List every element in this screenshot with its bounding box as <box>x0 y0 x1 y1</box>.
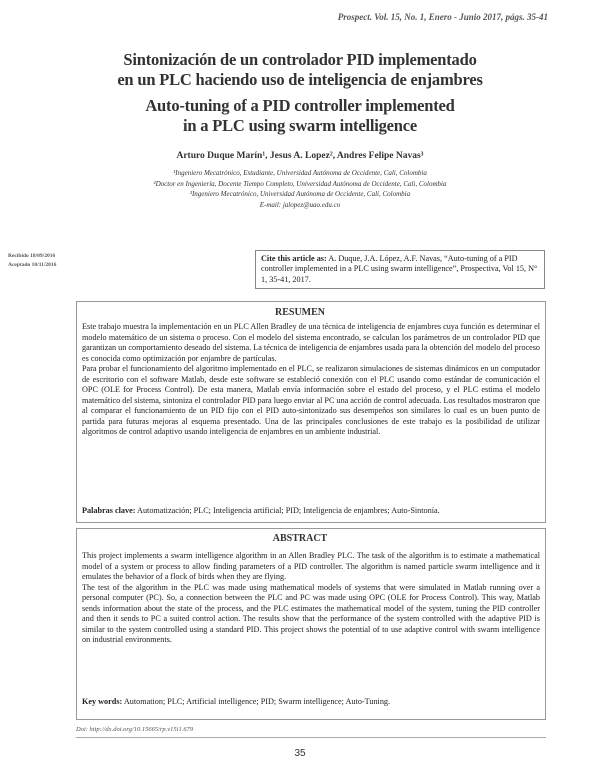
authors: Arturo Duque Marín¹, Jesus A. Lopez², Andres Felipe Navas³ <box>176 151 424 161</box>
abstract-heading: ABSTRACT <box>272 533 328 544</box>
running-header: Prospect. Vol. 15, No. 1, Enero - Junio 2017, págs. 35-41 <box>337 12 548 22</box>
title-english <box>0 96 600 136</box>
palabras-clave <box>82 506 540 517</box>
affiliation-3: ³Ingeniero Mecatrónico, Universidad Autónoma de Occidente, Cali, Colombia <box>189 190 411 198</box>
affiliation-1: ¹Ingeniero Mecatrónico, Estudiante, Universidad Autónoma de Occidente, Cali, Colombia <box>173 169 427 177</box>
footer-divider <box>76 737 546 738</box>
key-words-label: Key words: <box>82 697 123 706</box>
article-dates <box>8 252 56 270</box>
key-words <box>82 697 540 708</box>
abstract-paragraph-1: This project implements a swarm intelligence algorithm in an Allen Bradley PLC. The task of the algorithm is to estimate a mathematical model of a system or process to allow finding parameters of a PID controller. The algorithm is named particle swarm intelligence and it emulates the behavior of a flock of birds when they are flying. <box>82 551 540 581</box>
page-number: 35 <box>294 748 306 759</box>
title-spanish-line-1: Sintonización de un controlador PID implementado <box>123 50 477 69</box>
citation-text: A. Duque, J.A. López, A.F. Navas, “Auto-tuning of a PID controller implemented in a PLC using swarm intelligence”, Prospectiva, Vol 15, N° 1, 35-41, 2017. <box>261 254 538 284</box>
resumen-paragraph-2: Para probar el funcionamiento del algoritmo implementado en el PLC, se realizaron simulaciones de sistemas dinámicos en un computador de escritorio con el software Matlab, desde este software se estableció conexión con el PLC usando como estándar de comunicación el OPC (OLE for Process Control). De esta manera, Matlab envía información sobre el estado del proceso, y el PLC estima el modelo matemático del sistema, sintoniza el controlador PID para luego enviar al PC una acción de control adecuada. Los resultados mostraron que al comparar el funcionamiento de un PID fijo con el PID auto-sintonizado sus desempeños son similares lo cual es un buen punto de partida para futuras mejoras al esquema presentado. Una de las principales conclusiones de este trabajo es la posibilidad de utilizar algoritmos de control adaptivo usando inteligencia de enjambres en un ambiente industrial. <box>82 364 540 436</box>
title-spanish <box>0 50 600 90</box>
affiliation-2: ²Doctor en Ingeniería, Docente Tiempo Completo, Universidad Autónoma de Occidente, Cali, Colombia <box>153 179 447 188</box>
title-spanish-line-2: en un PLC haciendo uso de inteligencia de enjambres <box>117 70 483 89</box>
resumen-heading: RESUMEN <box>274 307 325 318</box>
contact-email[interactable]: E-mail: jalopez@uao.edu.co <box>259 200 341 209</box>
citation-label: Cite this article as: <box>261 254 327 263</box>
resumen-body <box>82 322 540 438</box>
palabras-clave-text: Automatización; PLC; Inteligencia artificial; PID; Inteligencia de enjambres; Auto-Sintonía. <box>135 506 440 515</box>
accepted-date: Aceptado 10/11/2016 <box>8 262 57 268</box>
resumen-paragraph-1: Este trabajo muestra la implementación en un PLC Allen Bradley de una técnica de inteligencia de enjambres cuya función es determinar el modelo matemático de un sistema o proceso. Con el modelo del sistema encontrado, se calculan los parámetros de un controlador PID que garantizan un comportamiento deseado del sistema. La técnica de inteligencia de enjambres usada para la obtención del modelo del proceso es conocida como optimización por enjambre de partículas. <box>82 322 540 363</box>
affiliations <box>0 168 600 210</box>
palabras-clave-label: Palabras clave: <box>82 506 136 515</box>
title-english-line-2: in a PLC using swarm intelligence <box>182 116 418 135</box>
key-words-text: Automation; PLC; Artificial intelligence; PID; Swarm intelligence; Auto-Tuning. <box>122 697 391 706</box>
citation-box <box>255 250 545 289</box>
received-date: Recibido 18/09/2016 <box>8 253 56 259</box>
abstract-paragraph-2: The test of the algorithm in the PLC was made using mathematical models of systems that were simulated in Matlab running over a personal computer (PC). So, a connection between the PLC and PC was made using OPC (OLE for Process Control). This way, Matlab sends information about the state of the process, and the PLC estimates the mathematical model of the system, tuning the PID controller and then it sends to PC a suited control action. The results show that the performance of the system controlled with the adaptive PID is similar to the system controlled using a standard PID. This project shows the potential of to use adaptive control with swarm intelligence on industrial environments. <box>82 582 540 644</box>
title-english-line-1: Auto-tuning of a PID controller implemented <box>145 96 455 115</box>
abstract-body <box>82 551 540 646</box>
doi-link[interactable]: Doi: http://dx.doi.org/10.15665/rp.v15i1.679 <box>76 726 194 733</box>
